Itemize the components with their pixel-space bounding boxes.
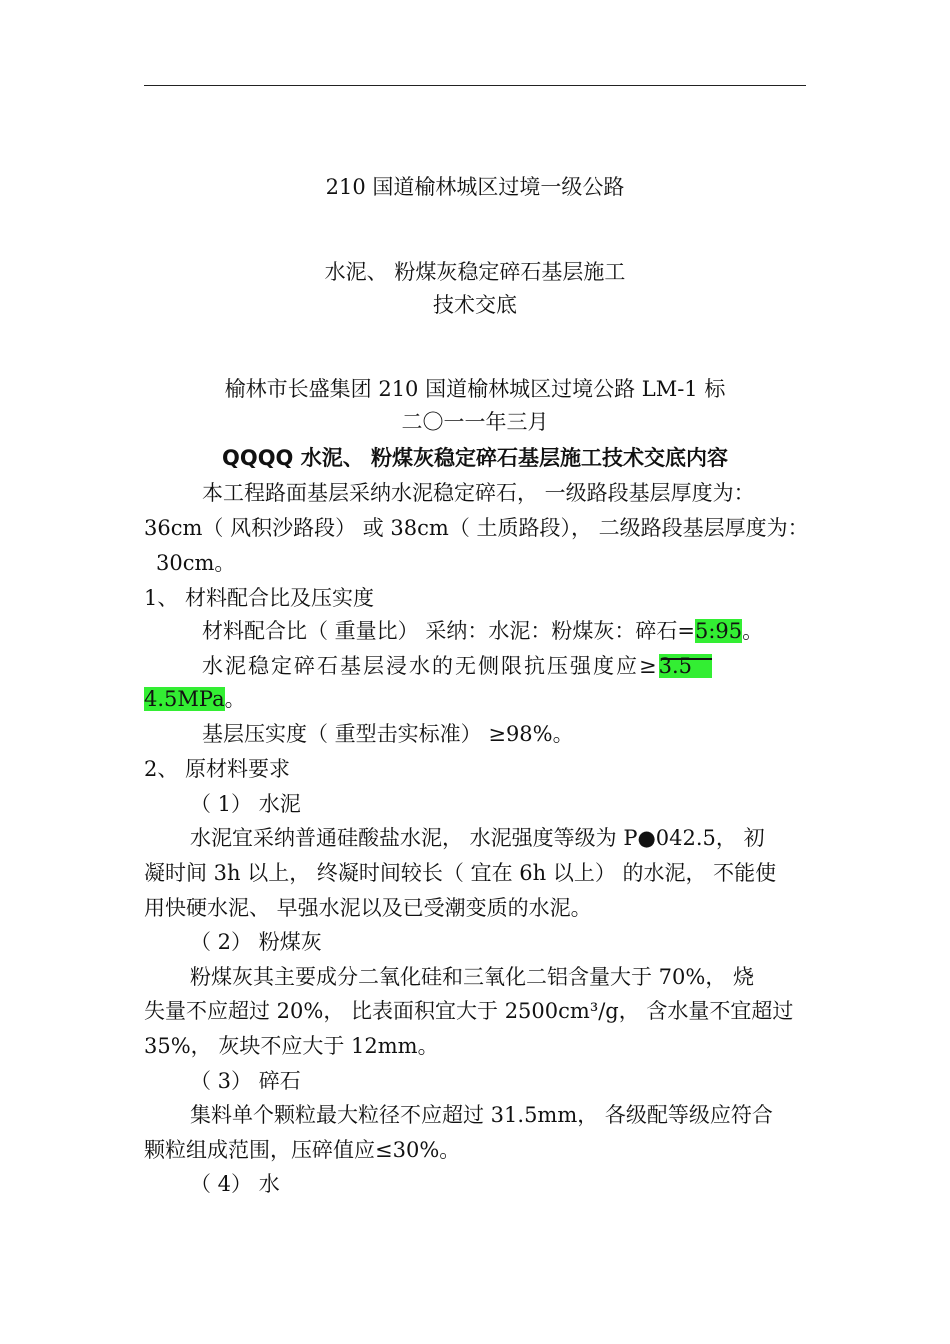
intro-line-2: 36cm（ 风积沙路段） 或 38cm（ 土质路段）， 二级路段基层厚度为： — [144, 516, 809, 540]
mix-ratio-text: 材料配合比（ 重量比） 采纳：水泥：粉煤灰：碎石= — [202, 619, 695, 643]
water-heading: （ 4） 水 — [190, 1172, 280, 1196]
flyash-line-2: 失量不应超过 20%， 比表面积宜大于 2500cm³/g， 含水量不宜超过 — [144, 999, 794, 1023]
strength-end: 。 — [224, 687, 246, 711]
flyash-line-1: 粉煤灰其主要成分二氧化硅和三氧化二铝含量大于 70%， 烧 — [190, 965, 755, 989]
strength-text: 水泥稳定碎石基层浸水的无侧限抗压强度应≥ — [202, 654, 659, 678]
gravel-line-1: 集料单个颗粒最大粒径不应超过 31.5mm， 各级配等级应符合 — [190, 1103, 773, 1127]
mix-ratio-end: 。 — [742, 619, 764, 643]
cement-line-1: 水泥宜采纳普通硅酸盐水泥， 水泥强度等级为 P●042.5， 初 — [190, 826, 765, 850]
gravel-heading: （ 3） 碎石 — [190, 1069, 301, 1093]
project-title: 210 国道榆林城区过境一级公路 — [325, 175, 625, 199]
strength-value-a-text: 3.5 — [658, 654, 693, 678]
section2-title: 2、 原材料要求 — [144, 757, 291, 781]
cement-heading: （ 1） 水泥 — [190, 792, 301, 816]
flyash-line-3: 35%， 灰块不应大于 12mm。 — [144, 1034, 439, 1058]
doc-title-line2: 技术交底 — [433, 293, 517, 317]
section1-title: 1、 材料配合比及压实度 — [144, 586, 375, 610]
intro-line-1: 本工程路面基层采纳水泥稳定碎石， 一级路段基层厚度为： — [202, 481, 755, 505]
header-rule — [144, 85, 806, 86]
doc-title-line1: 水泥、 粉煤灰稳定碎石基层施工 — [324, 260, 626, 284]
strength-value-a — [659, 654, 712, 678]
strength-paragraph-cont — [144, 684, 246, 714]
mix-ratio-value: 5:95 — [694, 619, 743, 643]
intro-line-3: 30cm。 — [156, 551, 236, 575]
section-heading: QQQQ 水泥、 粉煤灰稳定碎石基层施工技术交底内容 — [221, 446, 729, 470]
cement-line-2: 凝时间 3h 以上， 终凝时间较长（ 宜在 6h 以上） 的水泥， 不能使 — [144, 861, 777, 885]
strength-value-b: 4.5MPa — [144, 687, 225, 711]
document-date: 二〇一一年三月 — [401, 410, 549, 434]
organization: 榆林市长盛集团 210 国道榆林城区过境公路 LM-1 标 — [224, 377, 726, 401]
flyash-heading: （ 2） 粉煤灰 — [190, 930, 322, 954]
gravel-line-2: 颗粒组成范围，压碎值应≤30%。 — [144, 1138, 461, 1162]
strength-paragraph — [202, 651, 712, 681]
mix-ratio-paragraph — [202, 616, 763, 646]
cement-line-3: 用快硬水泥、 早强水泥以及已受潮变质的水泥。 — [144, 896, 592, 920]
compaction-paragraph: 基层压实度（ 重型击实标准） ≥98%。 — [202, 722, 574, 746]
